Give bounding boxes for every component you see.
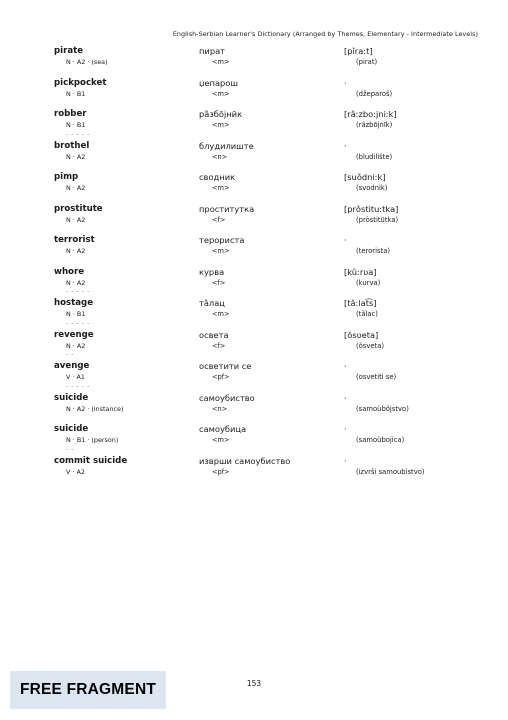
entry-latin: (terorista) xyxy=(356,247,391,255)
entry-translation: осветити се xyxy=(199,361,252,371)
page-number: 153 xyxy=(246,679,262,688)
entry-gender: <pf> xyxy=(212,373,230,381)
entry-pronunciation: · xyxy=(344,140,347,151)
entry-gender: <m> xyxy=(212,121,230,129)
entry-gender: <m> xyxy=(212,247,230,255)
entry-term: whore xyxy=(54,266,85,277)
entry-term: avenge xyxy=(54,361,90,371)
entry-grammar: N · A2 xyxy=(66,184,86,192)
entry-gender: <f> xyxy=(212,278,226,287)
entry-latin: (ǒsveta) xyxy=(356,341,385,350)
entry-pronunciation: [kûːrʋa] xyxy=(344,266,377,277)
entry-term: terrorist xyxy=(54,235,95,245)
entry-grammar: N · A2 · (instance) xyxy=(66,404,124,413)
entry-gender: <m> xyxy=(212,436,230,444)
dictionary-entry xyxy=(54,456,488,488)
dictionary-entry xyxy=(54,424,488,456)
entry-dashes: - - - - - xyxy=(66,288,90,295)
entry-term: suicide xyxy=(54,392,89,403)
entry-latin: (tȁlac) xyxy=(356,310,378,318)
entry-gender: <f> xyxy=(212,215,226,224)
entry-latin: (bludilište) xyxy=(356,152,393,161)
entry-pronunciation: · xyxy=(344,392,347,403)
entry-latin: (svodnik) xyxy=(356,184,388,192)
entry-gender: <pf> xyxy=(212,467,230,476)
entry-gender: <f> xyxy=(212,341,226,350)
entry-grammar: N · B1 xyxy=(66,121,86,129)
dictionary-entry xyxy=(54,361,488,393)
entry-gender: <m> xyxy=(212,310,230,318)
entry-grammar: N · A2 xyxy=(66,341,86,350)
dictionary-entry xyxy=(54,141,488,173)
entry-grammar: N · A2 xyxy=(66,247,86,255)
entry-latin: (kurva) xyxy=(356,278,381,287)
entry-pronunciation: · xyxy=(344,77,347,88)
entry-term: brothel xyxy=(54,140,90,151)
entry-term: revenge xyxy=(54,329,94,340)
entry-dashes: - - xyxy=(66,445,75,453)
entry-gender: <m> xyxy=(212,58,230,66)
entry-dashes: - - - - - xyxy=(66,130,90,138)
dictionary-entry xyxy=(54,267,488,299)
entry-pronunciation: [ǒsʋeta] xyxy=(344,329,379,340)
entry-translation: ра̏збо̄јнӣк xyxy=(199,109,243,119)
entry-grammar: N · A2 xyxy=(66,152,86,161)
entry-translation: терориста xyxy=(199,235,245,245)
entry-grammar: V · A2 xyxy=(66,467,85,476)
entry-pronunciation: [prǒstituːtka] xyxy=(344,203,399,214)
free-fragment-badge: FREE FRAGMENT xyxy=(10,671,166,709)
dictionary-entry xyxy=(54,204,488,236)
dictionary-entry xyxy=(54,78,488,110)
entry-term: prostitute xyxy=(54,203,103,214)
entry-pronunciation: [râːzboːjniːk] xyxy=(344,109,397,119)
entry-pronunciation: [tâːlat͡s] xyxy=(344,298,377,308)
entry-dashes: - - - - - xyxy=(66,382,90,390)
entry-translation: курва xyxy=(199,266,225,277)
entry-translation: пират xyxy=(199,46,226,56)
entry-grammar: N · B1 xyxy=(66,310,86,318)
entry-translation: проститутка xyxy=(199,203,255,214)
entry-pronunciation: · xyxy=(344,361,347,371)
entry-grammar: V · A1 xyxy=(66,373,85,381)
entry-translation: та̏лац xyxy=(199,298,225,308)
entry-translation: сводник xyxy=(199,172,236,182)
entry-translation: блудилиште xyxy=(199,140,254,151)
entry-term: commit suicide xyxy=(54,455,128,466)
dictionary-entry xyxy=(54,46,488,78)
entry-latin: (izvrši samoubistvo) xyxy=(356,467,425,476)
entry-gender: <n> xyxy=(212,152,228,161)
entry-latin: (samoùbojica) xyxy=(356,436,405,444)
entry-grammar: N · B1 · (person) xyxy=(66,436,119,444)
entry-grammar: N · A2 · (sea) xyxy=(66,58,108,66)
entry-term: pirate xyxy=(54,46,84,56)
entry-pronunciation: · xyxy=(344,424,347,434)
entry-translation: џепарош xyxy=(199,77,238,88)
dictionary-entry xyxy=(54,393,488,425)
entry-translation: изврши самоубиство xyxy=(199,455,291,466)
entry-term: robber xyxy=(54,109,87,119)
dictionary-entry xyxy=(54,172,488,204)
entry-grammar: N · B1 xyxy=(66,89,86,98)
entry-term: pimp xyxy=(54,172,79,182)
entry-latin: (samoùbȏjstvo) xyxy=(356,404,409,413)
entry-grammar: N · A2 xyxy=(66,278,86,287)
entry-gender: <m> xyxy=(212,89,230,98)
dictionary-entry xyxy=(54,235,488,267)
entry-translation: самоубица xyxy=(199,424,247,434)
entry-translation: самоубиство xyxy=(199,392,255,403)
entry-pronunciation: [suǒdniːk] xyxy=(344,172,386,182)
entry-gender: <m> xyxy=(212,184,230,192)
entry-term: hostage xyxy=(54,298,94,308)
dictionary-entry xyxy=(54,298,488,330)
entry-latin: (pròstitūtka) xyxy=(356,215,399,224)
entry-latin: (osvetiti se) xyxy=(356,373,397,381)
entry-dashes: - - - - - xyxy=(66,319,90,327)
entry-pronunciation: [pǐraːt] xyxy=(344,46,373,56)
entry-latin: (rȃzbōjnīk) xyxy=(356,121,393,129)
entry-latin: (džeparoš) xyxy=(356,89,393,98)
entry-term: pickpocket xyxy=(54,77,107,88)
running-header: English-Serbian Learner's Dictionary (Arranged by Themes, Elementary - Intermediate Levels) xyxy=(172,30,478,38)
entry-translation: освета xyxy=(199,329,229,340)
entry-grammar: N · A2 xyxy=(66,215,86,224)
dictionary-entry xyxy=(54,330,488,362)
entry-gender: <n> xyxy=(212,404,228,413)
entry-term: suicide xyxy=(54,424,89,434)
entry-pronunciation: · xyxy=(344,455,347,466)
dictionary-entry xyxy=(54,109,488,141)
entry-dashes: - - xyxy=(66,351,75,358)
dictionary-entries xyxy=(54,46,488,487)
entry-latin: (pirat) xyxy=(356,58,378,66)
entry-pronunciation: · xyxy=(344,235,347,245)
